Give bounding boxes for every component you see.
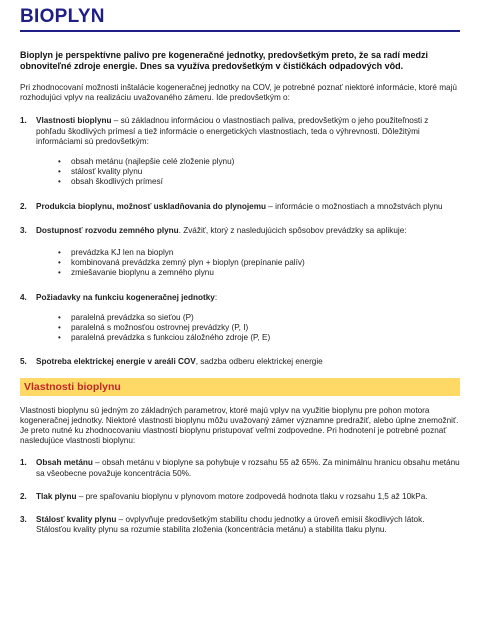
item-text: , sadzba odberu elektrickej energie [195,357,323,367]
item-text: . Zvážiť, ktorý z nasledujúcich spôsobov prevádzky sa aplikuje: [178,225,407,235]
intro-paragraph: Pri zhodnocovaní možnosti inštalácie kogeneračnej jednotky na COV, je potrebné poznať niektoré informácie, ktoré majú rozhodujúci vplyv na realizáciu uvažovaného zámeru. Ide predovšetkým o: [20,83,457,103]
requirement-item-1 [20,116,460,147]
item-text: – ovplyvňuje predovšetkým stabilitu chodu jednotky a úroveň emisií škodlivých látok. Stálosťou kvality plynu sa rozumie stabilita zloženia (koncentrácia metánu) a stabilita tlaku plynu. [36,515,425,535]
spacer [20,479,460,492]
bullet-list [20,248,460,279]
bullet-icon: • [58,157,61,167]
bullet-item: • paralelná prevádzka s funkciou záložného zdroje (P, E) [58,333,271,343]
section-intro-paragraph: Vlastnosti bioplynu sú jedným zo základných parametrov, ktoré majú vplyv na využitie bioplynu pre pohon motora kogeneračnej jednotky. Niektoré vlastnosti bioplynu môžu uvažovaný zámer významne predražiť, alebo úplne znemožniť. Je preto nutné ku zhodnocovaniu vlastností bioplynu pristupovať veľmi zodpovedne. Pri hodnotení je potrebné poznať nasledujúce vlastnosti bioplynu: [20,405,459,446]
bullet-item: • zmiešavanie bioplynu a zemného plynu [58,268,214,278]
bullet-icon: • [58,167,61,177]
bullet-item: • paralelná prevádzka so sieťou (P) [58,312,194,322]
item-text: – pre spaľovaniu bioplynu v plynovom motore zodpovedá hodnota tlaku v rozsahu 1,5 až 10kPa. [76,491,428,501]
bullet-icon: • [58,312,61,322]
item-heading: Tlak plynu [36,491,77,501]
item-number: 3. [20,515,27,525]
requirement-item-3 [20,226,460,236]
bullet-group-1 [20,157,460,188]
bullet-item: • obsah metánu (najlepšie celé zloženie plynu) [58,157,235,167]
bullet-item: • kombinovaná prevádzka zemný plyn + bioplyn (prepínanie palív) [58,258,305,268]
spacer [20,368,460,378]
title-block [20,0,460,32]
item-heading: Požiadavky na funkciu kogeneračnej jednotky [36,292,215,302]
bullet-list [20,157,460,188]
document-title: BIOPLYN [20,6,105,27]
spacer [20,502,460,515]
property-item-1 [20,458,460,478]
spacer [20,303,460,313]
intro-bold-paragraph: Bioplyn je perspektívne palivo pre kogeneračné jednotky, predovšetkým preto, že sa radí medzi obnoviteľné zdroje energie. Dnes sa využíva predovšetkým v čističkách odpadových vôd. [20,50,428,71]
item-number: 1. [20,458,27,468]
bullet-group-4 [20,313,460,344]
bullet-item: • stálosť kvality plynu [58,167,143,177]
item-number: 1. [20,116,27,126]
item-number: 3. [20,225,27,235]
spacer [20,236,460,248]
item-text: : [214,292,218,302]
section-heading-vlastnosti: Vlastnosti bioplynu [20,378,460,396]
bullet-icon: • [58,323,61,333]
item-heading: Obsah metánu [36,458,93,468]
item-number: 2. [20,491,27,501]
bullet-list [20,313,460,344]
item-number: 2. [20,201,27,211]
item-heading: Stálosť kvality plynu [36,515,117,525]
properties-list [20,458,460,535]
bullet-group-3 [20,248,460,279]
property-item-3 [20,515,460,535]
item-text: – informácie o možnostiach a množstvách plynu [266,201,443,211]
spacer [20,212,460,226]
item-number: 4. [20,292,27,302]
title-underline [20,30,460,32]
spacer [20,343,460,357]
bullet-item: • prevádzka KJ len na bioplyn [58,248,174,258]
requirement-item-2 [20,202,460,212]
item-text: – sú základnou informáciou o vlastnostiach paliva, predovšetkým o jeho použiteľnosti z pohľadu škodlivých prímesí a tiež informácie o energetických vlastnostiach, teda o výhrevnosti. Dôležitými informáciami sú predovšetkým: [36,116,429,146]
item-heading: Produkcia bioplynu, možnosť uskladňovania do plynojemu [36,201,267,211]
bullet-icon: • [58,333,61,343]
bullet-icon: • [58,177,61,187]
requirement-item-5 [20,357,460,367]
item-heading: Vlastnosti bioplynu [36,116,112,126]
item-text: – obsah metánu v bioplyne sa pohybuje v rozsahu 55 až 65%. Za minimálnu hranicu obsahu metánu sa všeobecne považuje koncentrácia 50%. [36,458,460,478]
requirements-list [20,116,460,367]
spacer [20,188,460,202]
item-heading: Spotreba elektrickej energie v areáli COV [36,357,196,367]
bullet-item: • paralelná s možnosťou ostrovnej prevádzky (P, I) [58,323,249,333]
item-heading: Dostupnosť rozvodu zemného plynu [36,225,179,235]
bullet-item: • obsah škodlivých prímesí [58,177,163,187]
property-item-2 [20,492,460,502]
spacer [20,279,460,293]
item-number: 5. [20,357,27,367]
bullet-icon: • [58,258,61,268]
bullet-icon: • [58,268,61,278]
spacer [20,147,460,157]
requirement-item-4 [20,293,460,303]
bullet-icon: • [58,248,61,258]
